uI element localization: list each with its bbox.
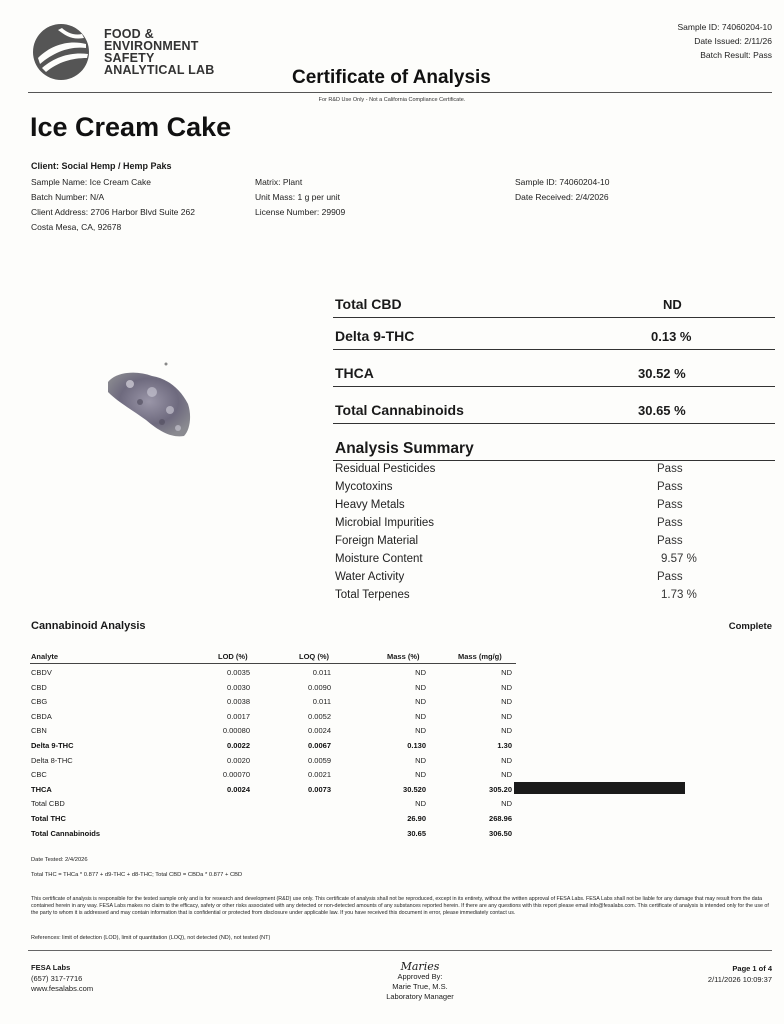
table-cell-pct: ND	[415, 711, 426, 721]
table-cell-analyte: Total Cannabinoids	[31, 828, 101, 838]
analysis-value: Pass	[657, 571, 683, 583]
analysis-value: Pass	[657, 535, 683, 547]
table-cell-pct: ND	[415, 770, 426, 780]
print-timestamp: 2/11/2026 10:09:37	[707, 975, 772, 984]
col-header-analyte: Analyte	[31, 652, 59, 661]
table-cell-lod: 0.0035	[227, 668, 250, 677]
table-cell-mg: 306.50	[489, 828, 512, 838]
client-info-col1	[31, 175, 195, 235]
analysis-summary-title: Analysis Summary	[335, 440, 474, 457]
logo-line: FOOD &	[104, 27, 154, 41]
matrix: Matrix: Plant	[255, 177, 303, 187]
analysis-value: 9.57 %	[661, 553, 697, 565]
approver-name: Marie True, M.S.	[392, 982, 448, 991]
analysis-label: Foreign Material	[335, 535, 419, 547]
approval-block	[360, 962, 480, 1002]
header-sample-id: Sample ID: 74060204-10	[677, 22, 772, 32]
certificate-title: Certificate of Analysis	[292, 67, 491, 88]
col-header-lod: LOD (%)	[218, 652, 248, 661]
footer-page-info	[708, 963, 772, 985]
summary-value: 30.52 %	[638, 366, 686, 381]
cannabinoid-status: Complete	[728, 621, 772, 632]
date-tested: Date Tested: 2/4/2026	[31, 857, 88, 863]
header-divider	[28, 92, 772, 93]
license-number: License Number: 29909	[255, 207, 346, 217]
table-cell-analyte: CBD	[31, 682, 47, 692]
table-cell-pct: ND	[415, 697, 426, 707]
logo-line: ENVIRONMENT	[104, 39, 199, 53]
table-cell-lod: 0.0017	[227, 711, 250, 721]
header-date-issued: Date Issued: 2/11/26	[694, 36, 772, 46]
table-cell-analyte: CBN	[31, 726, 47, 736]
rnd-use-note: For R&D Use Only - Not a California Compliance Certificate.	[318, 97, 466, 103]
table-cell-loq: 0.0052	[308, 711, 331, 721]
table-cell-pct: ND	[415, 799, 426, 809]
summary-value: 30.65 %	[638, 403, 686, 418]
table-cell-pct: ND	[415, 755, 426, 765]
table-cell-loq: 0.011	[312, 697, 331, 707]
table-cell-mg: ND	[501, 711, 512, 721]
analysis-label: Microbial Impurities	[335, 517, 435, 529]
lab-name	[104, 28, 214, 76]
table-cell-mg: ND	[501, 799, 512, 809]
table-cell-mg: ND	[501, 755, 512, 765]
table-cell-analyte: CBDA	[31, 711, 52, 721]
table-cell-analyte: CBG	[31, 697, 48, 707]
client-info-col2	[255, 175, 345, 220]
references: References: limit of detection (LOD), limit of quantitation (LOQ), not detected (ND), not tested (NT)	[31, 935, 271, 941]
sample-name: Sample Name: Ice Cream Cake	[31, 177, 151, 187]
sample-id: Sample ID: 74060204-10	[515, 177, 610, 187]
table-cell-pct: ND	[415, 682, 426, 692]
analysis-label: Total Terpenes	[335, 589, 410, 601]
client-info-col3	[515, 175, 610, 205]
table-cell-mg: ND	[501, 726, 512, 736]
logo-line: SAFETY	[104, 51, 155, 65]
page-number: Page 1 of 4	[732, 964, 772, 973]
table-cell-analyte: Delta 9-THC	[31, 741, 74, 750]
approved-by: Approved By:	[397, 972, 443, 981]
table-cell-loq: 0.0059	[308, 755, 331, 765]
summary-row-delta9	[333, 314, 775, 350]
footer-divider	[28, 950, 772, 951]
table-cell-lod: 0.0030	[227, 682, 250, 692]
table-cell-mg: 268.96	[489, 814, 512, 823]
disclaimer: This certificate of analysis is responsible for the tested sample only and is for research and development (R&D) use only. This certificate of analysis shall not be reproduced, except in its entirety, without the written approval of FESA Labs. FESA Labs shall not be liable for any damage that may result from the data contained herein in any way. FESA Labs makes no claim to the efficacy, safety or other risks associated with any detected or non-detected amounts of any substances reported herein. If there are any questions with this report please email info@fesalabs.com. This certificate of analysis is intended only for the use of the party to whom it is addressed and may contain information that is confidential or protected from disclosure under applicable law. If you have received this document in error, please immediately contact us.	[31, 896, 769, 917]
company-website: www.fesalabs.com	[31, 984, 94, 993]
table-cell-loq: 0.0024	[308, 726, 331, 736]
table-cell-analyte: CBDV	[31, 668, 52, 677]
table-cell-pct: 30.65	[407, 828, 426, 838]
table-cell-analyte: THCA	[31, 784, 52, 794]
table-cell-lod: 0.00080	[222, 726, 250, 736]
table-cell-mg: ND	[501, 682, 512, 692]
summary-row-total-cannabinoids	[333, 388, 775, 424]
table-cell-lod: 0.0022	[227, 741, 250, 750]
table-cell-analyte: CBC	[31, 770, 47, 780]
analysis-label: Heavy Metals	[335, 499, 405, 511]
analysis-label: Residual Pesticides	[335, 463, 436, 475]
summary-label: Total CBD	[335, 296, 402, 312]
table-cell-loq: 0.0073	[308, 784, 331, 794]
table-cell-pct: ND	[415, 668, 426, 677]
summary-row-thca	[333, 351, 775, 387]
table-cell-mg: 1.30	[497, 741, 512, 750]
approver-title: Laboratory Manager	[386, 992, 454, 1001]
summary-label: Delta 9-THC	[335, 328, 415, 344]
logo-line: ANALYTICAL LAB	[104, 63, 215, 77]
table-cell-lod: 0.0038	[227, 697, 250, 707]
header-meta	[677, 20, 772, 62]
table-cell-pct: 0.130	[407, 741, 426, 750]
table-cell-pct: 26.90	[407, 814, 426, 823]
table-cell-loq: 0.0090	[308, 682, 331, 692]
table-cell-mg: ND	[501, 668, 512, 677]
company-name: FESA Labs	[31, 963, 71, 972]
table-cell-mg: 305.20	[489, 784, 512, 794]
col-header-mass-pct: Mass (%)	[387, 652, 420, 661]
client-city: Costa Mesa, CA, 92678	[31, 222, 122, 232]
table-cell-loq: 0.0021	[308, 770, 331, 780]
analysis-label: Mycotoxins	[335, 481, 393, 493]
table-cell-analyte: Total THC	[31, 814, 66, 823]
cannabinoid-analysis-title: Cannabinoid Analysis	[31, 620, 146, 632]
header-batch-result: Batch Result: Pass	[700, 50, 772, 60]
table-cell-mg: ND	[501, 697, 512, 707]
client-address: Client Address: 2706 Harbor Blvd Suite 262	[31, 207, 195, 217]
unit-mass: Unit Mass: 1 g per unit	[255, 192, 341, 202]
table-cell-analyte: Total CBD	[31, 799, 65, 809]
date-received: Date Received: 2/4/2026	[515, 192, 609, 202]
table-cell-loq: 0.0067	[308, 741, 331, 750]
analysis-label: Water Activity	[335, 571, 405, 583]
batch-number: Batch Number: N/A	[31, 192, 105, 202]
analysis-value: Pass	[657, 481, 683, 493]
table-cell-pct: 30.520	[403, 784, 426, 794]
col-header-mass-mg: Mass (mg/g)	[458, 652, 502, 661]
summary-value: 0.13 %	[651, 329, 692, 344]
table-cell-analyte: Delta 8-THC	[31, 755, 73, 765]
total-formula: Total THC = THCa * 0.877 + d9-THC + d8-THC; Total CBD = CBDa * 0.877 + CBD	[31, 872, 243, 878]
summary-value: ND	[663, 297, 682, 312]
company-phone: (657) 317-7716	[31, 973, 83, 983]
table-cell-mg: ND	[501, 770, 512, 780]
summary-label: Total Cannabinoids	[335, 402, 464, 418]
analysis-value: Pass	[657, 499, 683, 511]
signature: Maries	[400, 960, 440, 973]
footer-company	[31, 963, 93, 995]
col-header-loq: LOQ (%)	[299, 652, 329, 661]
analysis-divider	[333, 460, 775, 461]
table-cell-lod: 0.0020	[227, 755, 250, 765]
sample-photo	[100, 358, 200, 444]
analysis-value: 1.73 %	[661, 589, 697, 601]
summary-label: THCA	[335, 365, 374, 381]
table-header-divider	[30, 663, 516, 664]
analysis-label: Moisture Content	[335, 553, 423, 565]
analysis-value: Pass	[657, 517, 683, 529]
analysis-value: Pass	[657, 463, 683, 475]
table-cell-lod: 0.00070	[222, 770, 250, 780]
client-heading: Client: Social Hemp / Hemp Paks	[31, 161, 172, 171]
table-cell-pct: ND	[415, 726, 426, 736]
redaction-bar	[514, 782, 685, 794]
table-cell-loq: 0.011	[312, 668, 331, 677]
table-cell-lod: 0.0024	[227, 784, 250, 794]
summary-row-total-cbd	[333, 282, 775, 318]
product-title: Ice Cream Cake	[30, 112, 232, 142]
